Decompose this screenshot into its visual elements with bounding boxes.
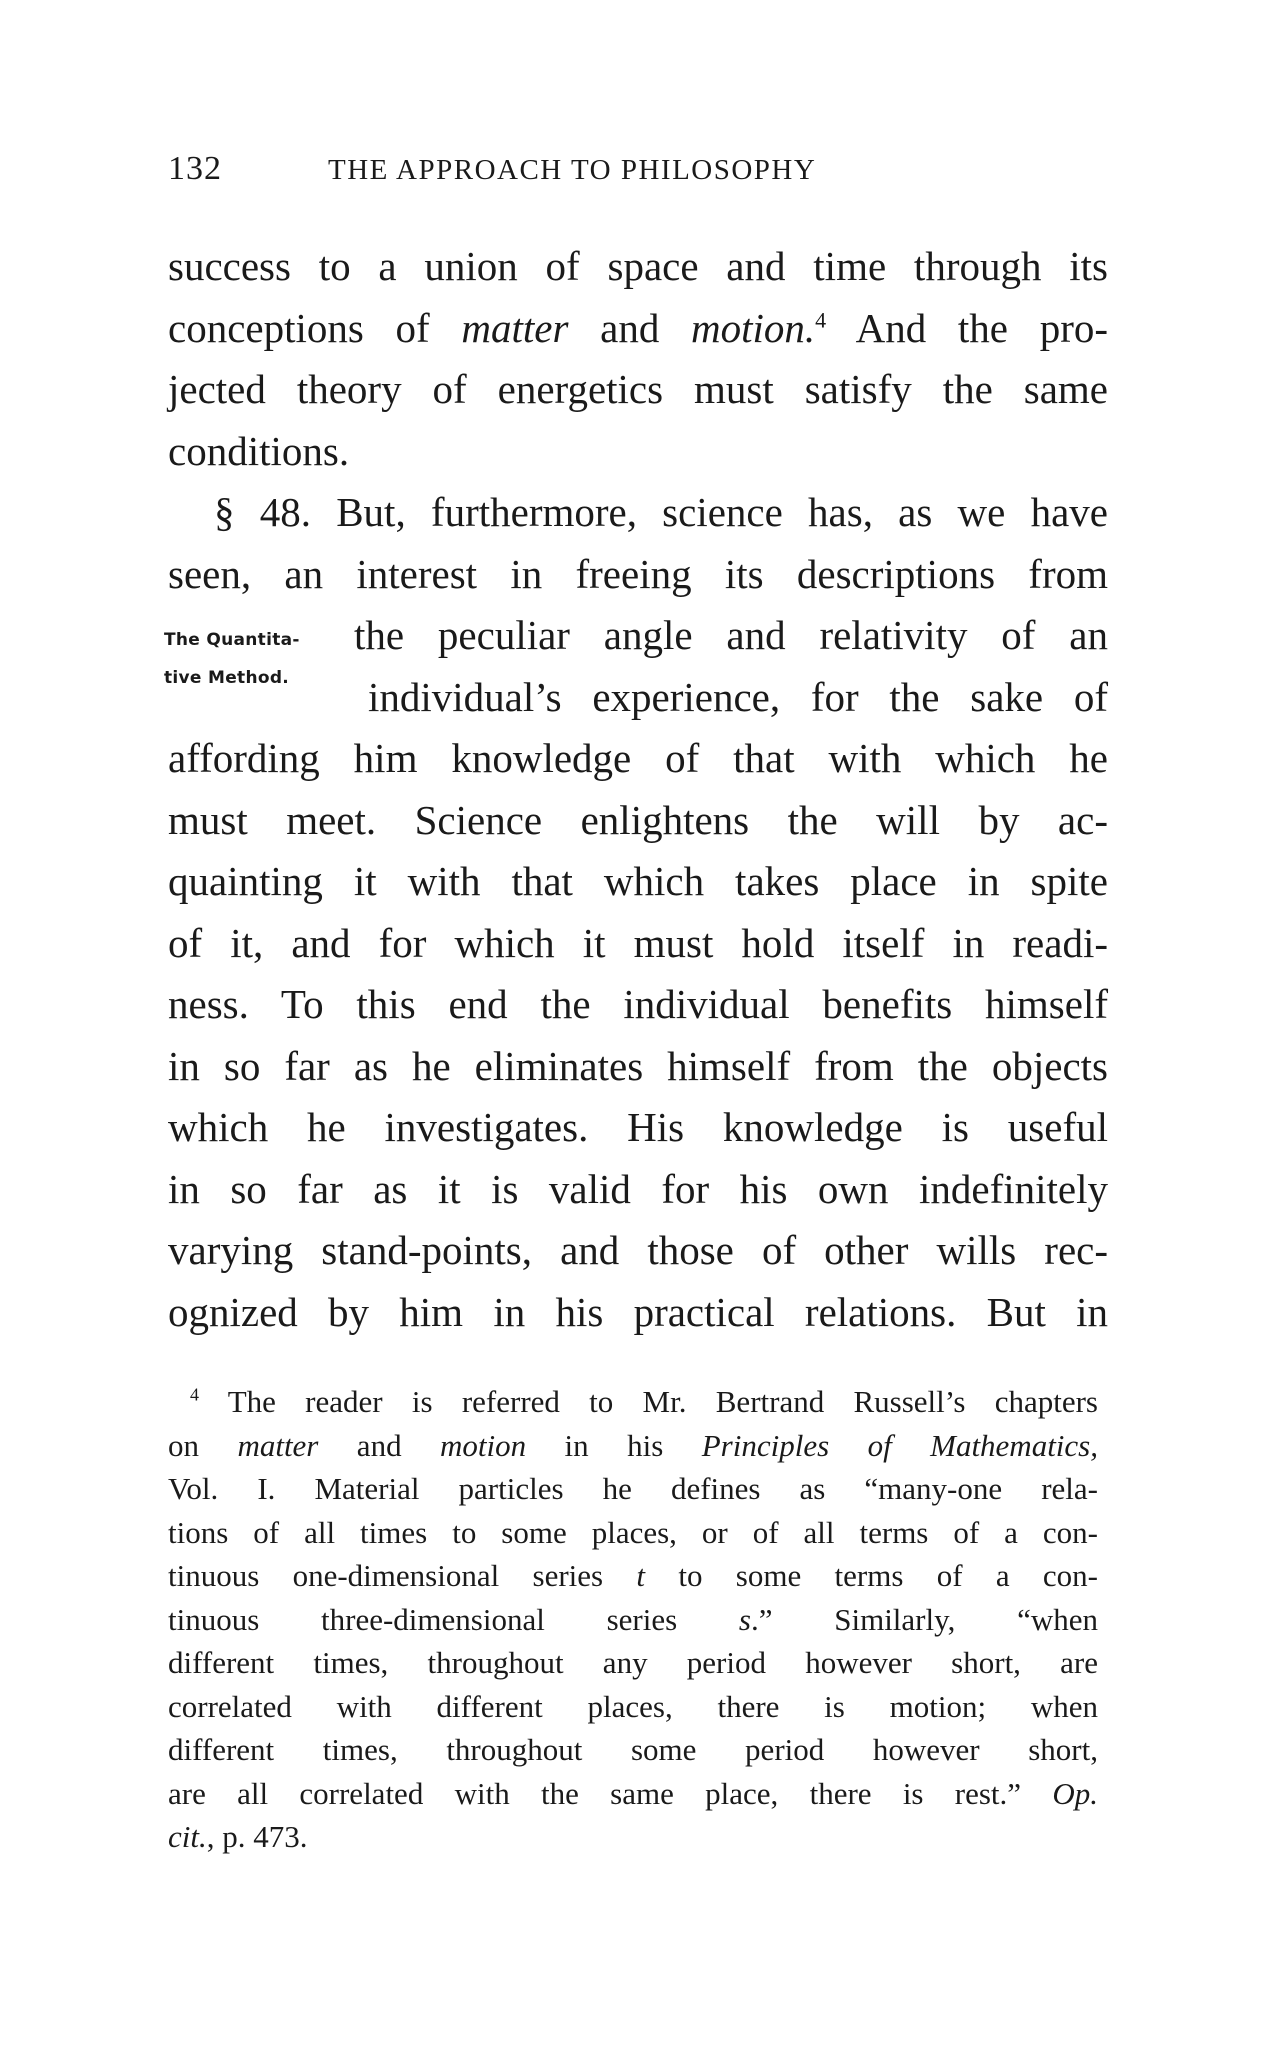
running-title: THE APPROACH TO PHILOSOPHY (328, 154, 817, 186)
section-start-line: § 48. But, furthermore, science has, as we have (214, 489, 1108, 535)
text-line: success to a union of space and time through its (168, 243, 1108, 289)
text-line: must meet. Science enlightens the will by ac- (168, 796, 1108, 843)
text-line: ness. To this end the individual benefits himself (168, 981, 1108, 1027)
text-line: the peculiar angle and relativity of an (354, 612, 1108, 658)
text-line: individual’s experience, for the sake of (368, 673, 1108, 720)
body-text (168, 236, 1108, 1343)
footnote-line: $^4$ The reader is referred to Mr. Bertrand Russell’s chapters (190, 1384, 1098, 1419)
text-line: which he investigates. His knowledge is useful (168, 1104, 1108, 1150)
footnote-line: Vol. I. Material particles he defines as “many-one rela- (168, 1471, 1098, 1506)
running-head (168, 150, 1108, 200)
text-line: quainting it with that which takes place in spite (168, 858, 1108, 904)
text-line: in so far as he eliminates himself from the objects (168, 1042, 1108, 1089)
footnote-line: on matter and motion in his Principles of Mathematics, (168, 1427, 1098, 1463)
footnote-line: are all correlated with the same place, there is rest.” Op. (168, 1775, 1098, 1811)
text-line: conditions. (168, 427, 350, 474)
text-line: ognized by him in his practical relations. But in (168, 1288, 1108, 1335)
footnote-reference: 4 (815, 306, 827, 332)
footnote-line: cit., p. 473. (168, 1819, 308, 1854)
footnote-line: tinuous three-dimensional series s.” Similarly, “when (168, 1601, 1098, 1637)
text-line: seen, an interest in freeing its descriptions from (168, 550, 1108, 597)
text-line: in so far as it is valid for his own indefinitely (168, 1165, 1108, 1212)
sidenote-line-1: The Quantita- (164, 630, 300, 650)
text-line: varying stand-points, and those of other wills rec- (168, 1227, 1108, 1273)
footnote-line: correlated with different places, there is motion; when (168, 1688, 1098, 1724)
footnote-line: tinuous one-dimensional series t to some terms of a con- (168, 1558, 1098, 1593)
footnote-line: tions of all times to some places, or of all terms of a con- (168, 1514, 1098, 1550)
text-line: conceptions of matter and motion.$^4$ And the pro- (168, 304, 1108, 351)
text-line: jected theory of energetics must satisfy the same (168, 366, 1108, 412)
footnote-line: different times, throughout some period however short, (168, 1732, 1098, 1767)
footnote-line: different times, throughout any period however short, are (168, 1645, 1098, 1680)
footnote (168, 1380, 1098, 1859)
italic-term: matter (461, 304, 569, 351)
sidenote-line-2: tive Method. (164, 668, 290, 688)
italic-term: motion. (691, 304, 816, 351)
footnote-mark: 4 (190, 1384, 199, 1405)
page-number: 132 (168, 150, 222, 187)
text-line: of it, and for which it must hold itself in readi- (168, 919, 1108, 966)
text-line: affording him knowledge of that with which he (168, 735, 1108, 781)
